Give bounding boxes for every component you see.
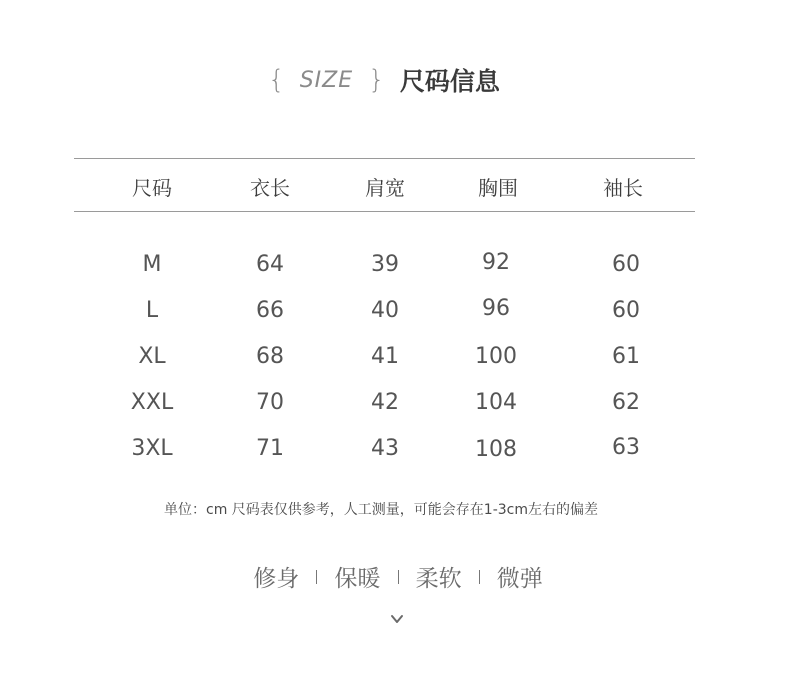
- title-size-en: SIZE: [299, 67, 354, 93]
- table-top-rule: [74, 158, 695, 159]
- feature-slim: 修身: [253, 566, 300, 592]
- size-title: [0, 62, 768, 98]
- table-cell: 62: [612, 390, 640, 415]
- table-cell: 71: [256, 436, 284, 461]
- feature-divider: [398, 570, 399, 584]
- feature-stretch: 微弹: [496, 566, 543, 592]
- measurement-note: 单位：cm 尺码表仅供参考，人工测量，可能会存在1-3cm左右的偏差: [164, 502, 598, 518]
- feature-tags: [0, 560, 790, 593]
- table-cell: 39: [371, 252, 399, 277]
- table-cell: 64: [256, 252, 284, 277]
- header-shoulder: 肩宽: [365, 176, 405, 200]
- table-cell: 40: [371, 298, 399, 323]
- table-cell: 60: [612, 252, 640, 277]
- title-brace-right: }: [368, 65, 385, 95]
- table-cell: 43: [371, 436, 399, 461]
- table-cell: L: [145, 298, 159, 323]
- table-cell: 104: [475, 390, 517, 415]
- feature-warm: 保暖: [334, 566, 381, 592]
- table-cell: 41: [371, 344, 399, 369]
- title-brace-left: {: [268, 65, 285, 95]
- table-cell: 96: [482, 296, 510, 321]
- table-cell: XXL: [130, 390, 174, 415]
- feature-divider: [479, 570, 480, 584]
- chevron-down-icon: [390, 612, 404, 626]
- table-cell: 108: [475, 437, 517, 462]
- table-cell: 68: [256, 344, 284, 369]
- table-cell: 92: [482, 250, 510, 275]
- table-cell: M: [142, 252, 162, 277]
- table-cell: 70: [256, 390, 284, 415]
- table-cell: 42: [371, 390, 399, 415]
- header-chest: 胸围: [478, 176, 518, 200]
- table-cell: XL: [138, 344, 166, 369]
- table-cell: 66: [256, 298, 284, 323]
- header-length: 衣长: [250, 176, 290, 200]
- table-cell: 61: [612, 344, 640, 369]
- table-cell: 63: [612, 435, 640, 460]
- feature-soft: 柔软: [415, 566, 462, 592]
- table-cell: 100: [475, 344, 517, 369]
- header-sleeve: 袖长: [603, 176, 643, 200]
- table-header-rule: [74, 211, 695, 212]
- title-size-cn: 尺码信息: [399, 67, 500, 96]
- feature-divider: [316, 570, 317, 584]
- table-cell: 3XL: [131, 436, 173, 461]
- header-size: 尺码: [132, 176, 172, 200]
- table-cell: 60: [612, 298, 640, 323]
